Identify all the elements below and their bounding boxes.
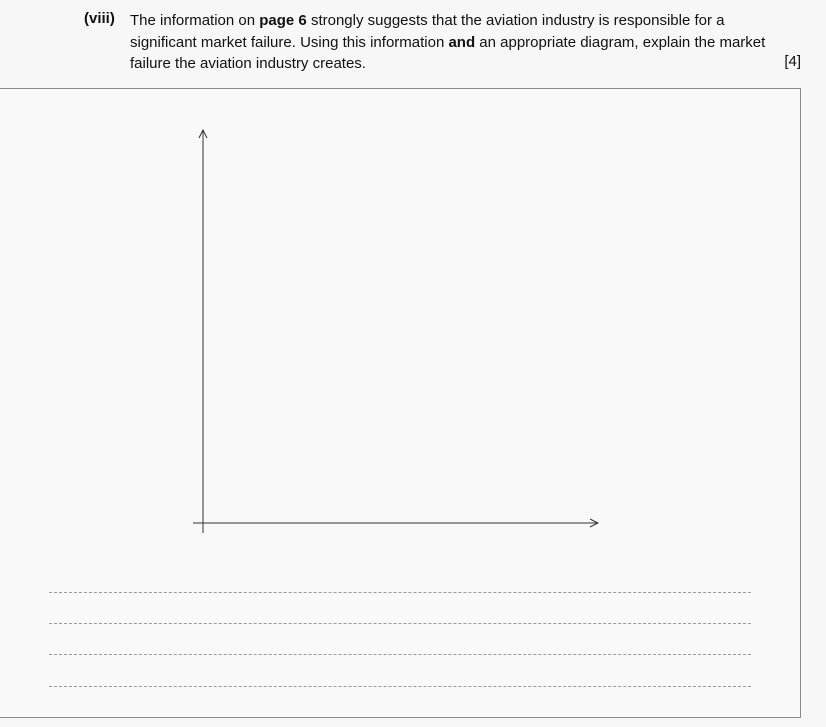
question-text-bold-page: page 6	[259, 12, 307, 29]
question-text-part1: The information on	[130, 12, 260, 29]
answer-line[interactable]	[49, 592, 751, 593]
answer-line[interactable]	[49, 623, 751, 624]
question-text	[130, 10, 770, 75]
marks-label: [4]	[784, 53, 801, 70]
answer-box[interactable]	[0, 88, 801, 718]
question-text-bold-and: and	[448, 33, 476, 51]
question-text-part2: strongly suggests that the aviation industry is responsible for a significant market failure. Using this information	[130, 12, 725, 51]
question-number: (viii)	[84, 10, 115, 27]
blank-diagram-axes[interactable]	[0, 89, 801, 719]
question-text-part3: an appropriate diagram, explain the market failure the aviation industry creates.	[130, 33, 766, 72]
answer-line[interactable]	[49, 686, 751, 687]
answer-line[interactable]	[49, 654, 751, 655]
